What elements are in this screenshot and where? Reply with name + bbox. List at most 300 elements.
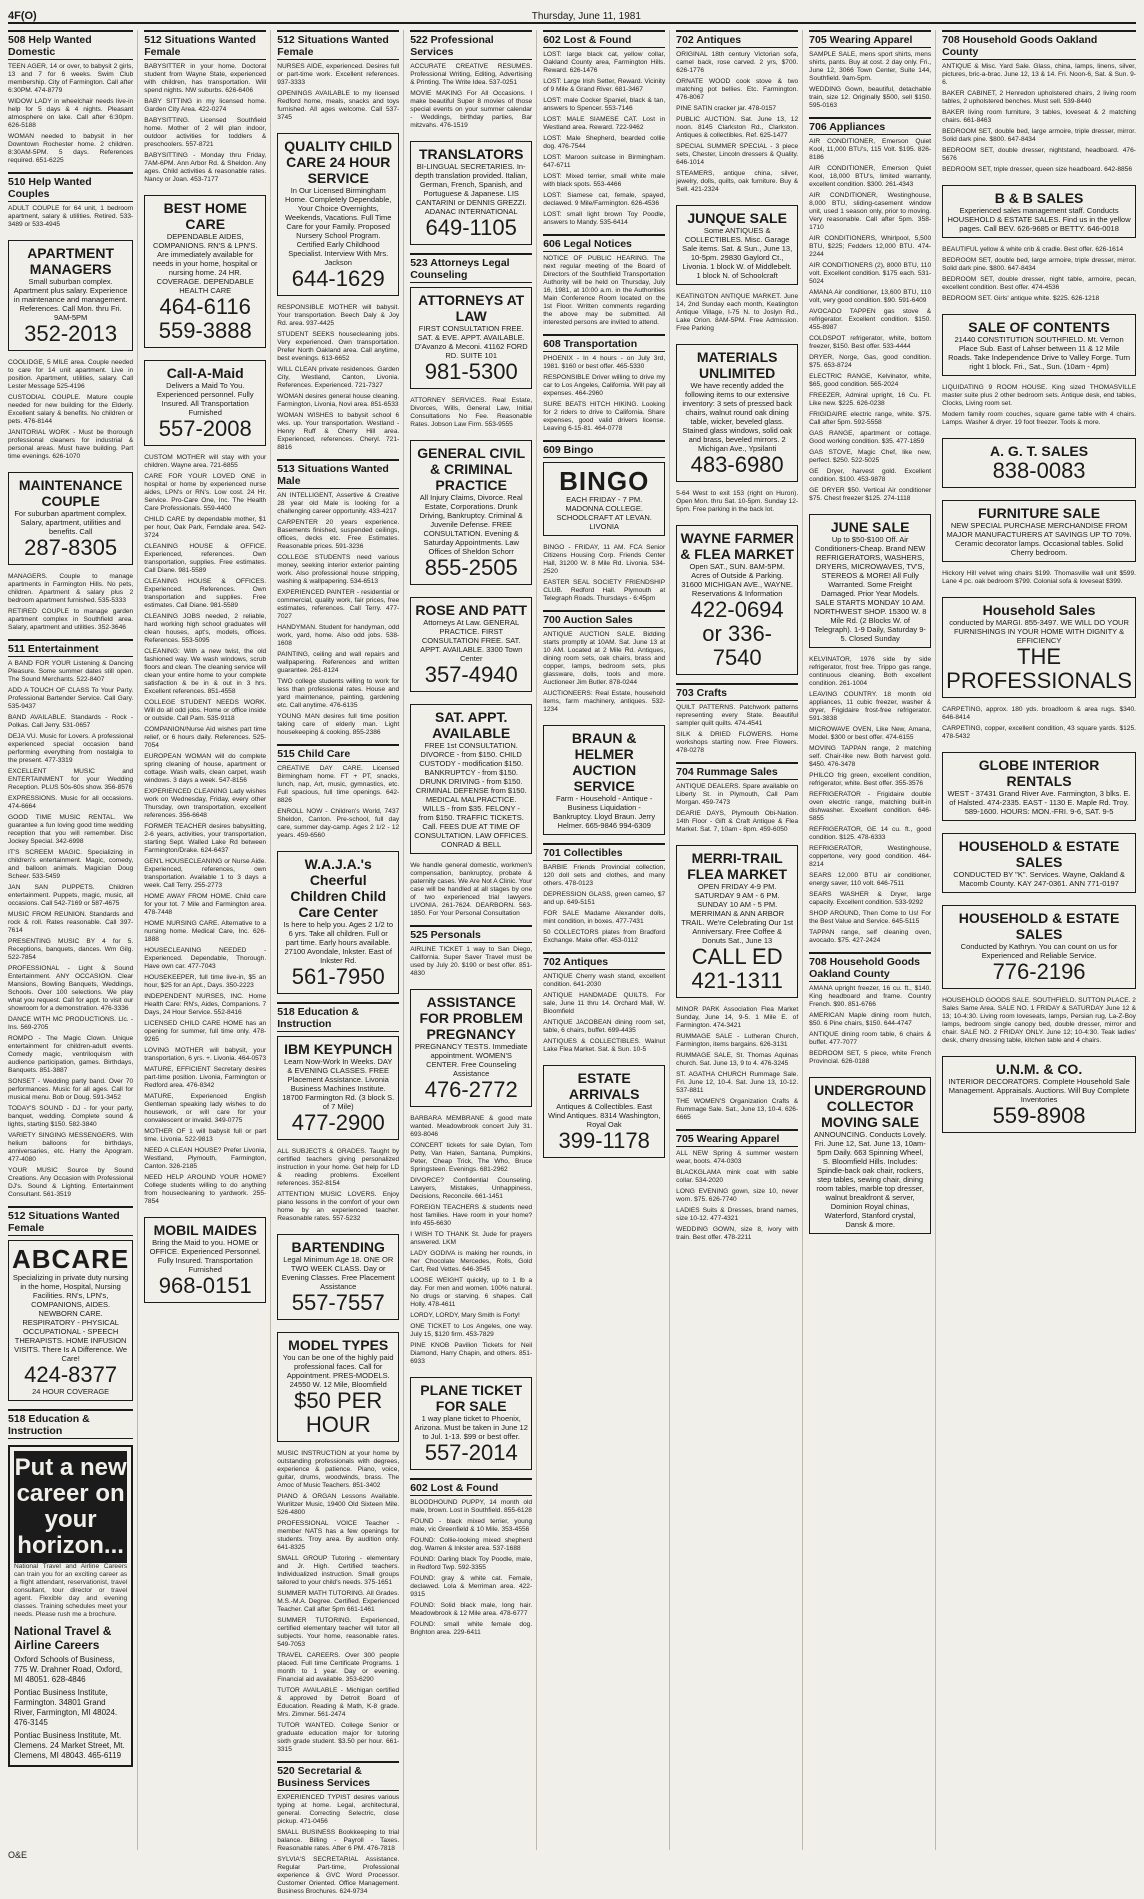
classified-ad: BLACKGLAMA mink coat with sable collar. 534-2020 — [676, 1169, 799, 1184]
classified-ad: LOVING MOTHER will babysit, your transportation, 6 yrs. +. Livonia. 464-0573 — [144, 1047, 267, 1062]
classified-ad: ST. AGATHA CHURCH Rummage Sale. Fri. June 12, 10-4. Sat. June 13, 10-12. 537-8811 — [676, 1071, 799, 1094]
classified-ad: LOST: small light brown Toy Poodle, answers to Mandy. 535-6414 — [543, 211, 666, 226]
display-ad-big: SAT. APPT. AVAILABLE — [432, 709, 511, 741]
classified-ad: MUSIC FROM REUNION. Standards and rock & roll. Rates reasonable. Call 397-7614 — [8, 911, 134, 934]
classified-ad: CHILD CARE by dependable mother, $1 per hour, Oak Park, Ferndale area. 542-3724 — [144, 516, 267, 539]
display-ad — [277, 1036, 399, 1140]
display-ad-big: BRAUN & HELMER AUCTION SERVICE — [571, 730, 637, 794]
classified-section — [410, 30, 532, 133]
classified-section — [809, 656, 931, 948]
classified-ad: DEPRESSION GLASS, green cameo, $7 and up. 649-5151 — [543, 891, 666, 906]
classified-ad: INDEPENDENT NURSES, INC. Home Health Care: RN's, Aides, Companions. 7 Days, 24 Hour Service. 552-8416 — [144, 993, 267, 1016]
classified-ad: 5-64 West to exit 153 (right on Huron). Open Mon. thru Sat. 10-5pm. Sunday 12-5pm. Free parking in the back lot. — [676, 490, 799, 513]
career-ad-school: Oxford Schools of Business, 775 W. Drahner Road, Oxford, MI 48051. 628-4846 — [14, 1655, 123, 1684]
classified-ad: A BAND FOR YOUR Listening & Dancing Pleasure. Some summer dates still open. The Sound Merchants. 522-8407 — [8, 660, 134, 683]
classified-section — [410, 397, 532, 432]
classified-ad: FRIGIDAIRE electric range, white. $75. Call after 5pm. 592-5558 — [809, 411, 932, 426]
classified-section — [410, 1373, 532, 1474]
classified-ad: SEARS 12,000 BTU air conditioner, energy saver, 110 volt. 646-7511 — [809, 872, 932, 887]
column-4 — [410, 30, 537, 1850]
classified-ad: WOMAN desires general house cleaning. Farmington, Livonia, Novi area. 851-6533 — [277, 393, 400, 408]
classified-ad: LOST: large black cat, yellow collar, Oakland County area, Farmington Hills. Reward. 626-1476 — [543, 51, 666, 74]
section-heading: 705 Wearing Apparel — [676, 1129, 798, 1147]
classified-section — [676, 683, 798, 758]
classified-ad: AIR CONDITIONERS (2), 8000 BTU, 110 volt. Excellent condition. $175 each. 531-5024 — [809, 262, 932, 285]
display-ad — [543, 462, 665, 536]
display-ad-phone: 557-2008 — [158, 416, 252, 441]
classified-ad: MOVIE MAKING For All Occasions. I make beautiful Super 8 movies of those special events on your summer calendar - Weddings, birthday parties, Bar mitzvahs. 476-1519 — [410, 90, 533, 129]
classified-section — [543, 721, 665, 839]
classified-ad: MOVING TAPPAN range, 2 matching self. Chair-like new. Both harvest gold. $450. 476-3478 — [809, 745, 932, 768]
section-heading: 522 Professional Services — [410, 30, 532, 60]
classified-section — [8, 30, 133, 168]
section-heading: 518 Education & Instruction — [277, 1002, 399, 1032]
display-ad-phone: 561-7950 — [291, 964, 385, 989]
classified-ad: CARPENTER 20 years experience. Basements finished, suspended ceilings, offices, decks etc. Free Estimates. Reasonable prices. 591-3236 — [277, 519, 400, 550]
classified-ad: BAKER living room furniture, 3 tables, loveseat & 2 matching chairs. 661-8463 — [942, 109, 1136, 124]
classified-ad: MANAGERS. Couple to manage apartments in Farmington Hills. No pets, children. Apartment & salary plus 2 bedroom apartment furnished. 535-5333 — [8, 573, 134, 604]
section-heading: 608 Transportation — [543, 334, 665, 352]
classified-ad: ANTIQUE DEALERS. Spare available on Liberty St. in Plymouth, Call Pam Morgan. 459-7473 — [676, 783, 799, 806]
classified-ad: AIR CONDITIONERS, Whirlpool, 5,500 BTU, $225; Fedders 12,000 BTU. 474-2244 — [809, 235, 932, 258]
display-ad-phone: 855-2505 — [424, 555, 518, 580]
display-ad-sm: DEPENDABLE AIDES, COMPANIONS. RN'S & LPN'S. Are immediately available for needs in your home, hospital or nursing home. 24 HR. COVERAGE. DEPENDABLE HEALTH CARE — [152, 232, 258, 295]
display-ad-phone: 559-8908 — [992, 1103, 1086, 1128]
career-ad — [8, 1445, 133, 1767]
classified-ad: WEDDING Gown, beautiful, detachable train, size 12. Originally $500, sell $150. 595-0163 — [809, 86, 932, 109]
classified-ad: COMPANION/Nurse Aid wishes part time relief, or 6 hours daily. References. 525-7054 — [144, 726, 267, 749]
classified-ad: ORIGINAL 18th century Victorian sofa, camel back, rose carved. 2 yrs, $700. 626-1776 — [676, 51, 799, 74]
classified-ad: KEATINGTON ANTIQUE MARKET. June 14, 2nd Sunday each month, Keatington Antique Village, I-75 N. to Joslyn Rd., Lake Orion. 8AM-5PM. Free Admission. Free Parking — [676, 293, 799, 332]
display-ad-big: ASSISTANCE FOR PROBLEM PREGNANCY — [419, 994, 523, 1042]
classified-ad: KELVINATOR, 1976 side by side refrigerator, frost free. Trippo gas range, continuous cleaning. Both excellent condition. 261-1004 — [809, 656, 932, 687]
classified-section — [410, 985, 532, 1111]
classified-ad: LADY GODIVA is making her rounds, in her Chocolate Mercedes, Rolls, Gold Cart, Red Vettes. 646-3545 — [410, 1250, 533, 1273]
classified-ad: BABYSITTING. Licensed Southfield home. Mother of 2 will plan indoor, outdoor activities for toddlers & preschoolers. 557-8721 — [144, 117, 267, 148]
classified-ad: DRYER, Norge, Gas, good condition. $75. 653-8724 — [809, 354, 932, 369]
classified-ad: STEAMERS, antique china, silver, jewelry, dolls, quilts, oak furniture. Buy & Sell. 421-2324 — [676, 170, 799, 193]
classified-section — [942, 434, 1136, 492]
classified-ad: HANDYMAN. Student for handyman, odd work, yard, home. Also odd jobs. 538-1608 — [277, 624, 400, 647]
classified-ad: AIR CONDITIONER, Westinghouse, 8,000 BTU, sliding-casement window unit, used 1 season only, prior to moving. Very reasonable. Call after 5pm. 358-1710 — [809, 192, 932, 231]
classified-ad: EXPERIENCED CLEANING Lady wishes work on Wednesday, Friday, every other Thursday, own transportation, excellent references. 356-6648 — [144, 788, 267, 819]
classified-section — [942, 384, 1136, 430]
classified-section — [543, 610, 665, 717]
classified-section — [676, 1006, 798, 1125]
classified-ad: HOUSECLEANING NEEDED - Experienced. Dependable, Thorough. Have own car. 477-7043 — [144, 947, 267, 970]
display-ad-phone: 838-0083 — [992, 458, 1086, 483]
classified-ad: NEED HELP AROUND YOUR HOME? College students willing to do anything from housecleaning to yardwork. 255-7854 — [144, 1174, 267, 1205]
display-ad — [942, 185, 1136, 238]
display-ad — [676, 205, 798, 285]
classified-ad: 50 COLLECTORS plates from Bradford Exchange. Make offer. 453-0112 — [543, 929, 666, 944]
classified-section — [942, 570, 1136, 589]
classified-ad: TWO college students willing to work for less than professional rates. House and yard maintenance, painting, gardening etc. Call anytime. 476-6135 — [277, 678, 400, 709]
display-ad-big: SALE OF CONTENTS — [968, 319, 1110, 335]
display-ad — [410, 704, 532, 854]
classified-ad: NOTICE OF PUBLIC HEARING. The next regular meeting of the Board of Directors of the Southfield Transportation Authority will be held on Thursday, July 16, 1981, at 10:00 a.m. in the Authorities Main Conference Room located on the 1st Floor. Written comments regarding the above may be submitted. All interested persons are invited to attend. — [543, 255, 666, 326]
display-ad-phone: 357-4940 — [424, 662, 518, 687]
classified-section — [277, 744, 399, 843]
display-ad-big: ATTORNEYS AT LAW — [418, 292, 525, 324]
display-ad-big: MODEL TYPES — [288, 1337, 389, 1353]
display-ad-sm: Is here to help you. Ages 2 1/2 to 6 yrs. Take all children. Full or part time. Early hours available. 27100 Avondale, Inkster. East of Inkster Rd. — [283, 920, 394, 965]
classified-section — [8, 639, 133, 1202]
display-ad-big: FURNITURE SALE — [977, 505, 1101, 521]
classified-ad: BEDROOM SET, double dresser, night table, armoire, pecan, excellent condition. Best offer. 474-4536 — [942, 276, 1136, 291]
classified-ad: ATTORNEY SERVICES. Real Estate, Divorces, Wills, General Law, Initial Consultations No Fee. Reasonable Rates. Jobson Law Firm. 553-9555 — [410, 397, 533, 428]
section-heading: 523 Attorneys Legal Counseling — [410, 253, 532, 283]
display-ad-sm: Antiques & Collectibles. East Wind Antiques. 8314 Washington, Royal Oak — [548, 1102, 661, 1129]
display-ad-phone: 483-6980 — [690, 452, 784, 477]
section-heading: 515 Child Care — [277, 744, 399, 762]
classified-ad: NURSES AIDE, experienced. Desires full or part-time work. Excellent references. 937-3333 — [277, 63, 400, 86]
display-ad-sm: CONDUCTED BY "K". Services. Wayne, Oakland & Macomb County. KAY 247-0361. ANN 771-0197 — [953, 870, 1125, 888]
display-ad-big: Household Sales — [982, 602, 1096, 618]
classified-ad: JANITORIAL WORK - Must be thorough professional cleaners for industrial & personal areas. Must have building. Part time evenings. 626-1070 — [8, 429, 134, 460]
classified-ad: FREEZER, Admiral upright, 16 Cu. Ft. Like new. $225. 626-0238 — [809, 392, 932, 407]
classified-section — [144, 1213, 266, 1307]
section-heading: 511 Entertainment — [8, 639, 133, 657]
classified-ad: DEARIE DAYS, Plymouth Obi-Nation. 14th Floor - Gift & Craft Antique & Flea Market. Sat. 7, 10am - 8pm. 459-6050 — [676, 810, 799, 833]
classified-ad: YOUR MUSIC Source by Sound Creations. Any Occasion with Professional DJ's. Sound & Lighting. Entertainment Consultant. 561-3519 — [8, 1167, 134, 1198]
display-ad — [942, 597, 1136, 698]
display-ad-phone: 968-0151 — [158, 1273, 252, 1298]
display-ad-phone: 557-2014 — [424, 1440, 518, 1465]
display-ad-big: U.N.M. & CO. — [995, 1061, 1083, 1077]
classified-section — [676, 201, 798, 289]
display-ad-sm: PREGNANCY TESTS. Immediate appointment. WOMEN'S CENTER. Free Counseling Assistance — [414, 1042, 528, 1078]
classified-section — [277, 129, 399, 300]
classified-ad: BABYSITTER in your home. Doctoral student from Wayne State, experienced with children, has transportation. Will spend nights. NW suburbs. 626-6406 — [144, 63, 267, 94]
display-ad-big: ESTATE ARRIVALS — [568, 1070, 640, 1102]
display-ad-sm: conducted by MARGI. 855-3497. WE WILL DO YOUR FURNISHINGS IN YOUR HOME WITH DIGNITY & EFFICIENCY — [949, 618, 1129, 645]
page-number: 4F(O) — [8, 10, 37, 22]
classified-ad: FOUND: Collie-looking mixed shepherd dog. Warren & Inkster area. 537-1688 — [410, 1537, 533, 1552]
classified-ad: BARBARA MEMBRANE & good mate wanted. Meadowbrook concert July 31. 693-8046 — [410, 1115, 533, 1138]
display-ad-sm: Bring the Maid to you. HOME or OFFICE. Experienced Personnel. Fully Insured. Transportation Furnished — [149, 1238, 261, 1274]
display-ad — [543, 1065, 665, 1158]
classified-section — [410, 253, 532, 393]
classified-ad: ROMPO - The Magic Clown. Unique entertainment for children-adult events. Comedy magic, ventriloquism with audience participation, games. Birthdays, Banquets. 851-3887 — [8, 1035, 134, 1074]
section-heading: 512 Situations Wanted Female — [8, 1206, 133, 1236]
classified-ad: ENROLL NOW - Children's World, 7437 Sheldon, Canton. Pre-school, full day care, summer day-camp. Ages 2 1/2 - 12 years. 459-6560 — [277, 808, 400, 839]
classified-section — [942, 496, 1136, 566]
display-ad-big: Call-A-Maid — [166, 365, 244, 381]
section-heading: 606 Legal Notices — [543, 234, 665, 252]
section-heading: 700 Auction Sales — [543, 610, 665, 628]
section-heading: 512 Situations Wanted Female — [144, 30, 266, 60]
column-1 — [8, 30, 138, 1850]
display-ad-big: JUNQUE SALE — [687, 210, 787, 226]
display-ad — [942, 752, 1136, 821]
classified-ad: BARBIE Friends Provincial collection, 120 doll sets and clothes, and many others. 478-0123 — [543, 864, 666, 887]
classified-section — [410, 593, 532, 696]
classified-ad: SHOP AROUND, Then Come to Us! For the Best Value and Service. 645-5115 — [809, 910, 932, 925]
display-ad-sm: All Injury Claims, Divorce. Real Estate, Corporations. Drunk Driving, Bankruptcy. Criminal & Juvenile Defense. FREE CONSULTATION. Evening & Saturday Appointments. Law Offices of Sheldon Schorr — [419, 493, 523, 556]
classified-ad: TRAVEL CAREERS. Over 300 people placed. Full time Certificate Programs. 1 month to 1 year. Day or evening. Financial aid available. 353-6290 — [277, 1652, 400, 1683]
classified-section — [543, 30, 665, 230]
display-ad-sm: Conducted by Kathryn. You can count on us for Experienced and Reliable Service. — [960, 942, 1118, 960]
display-ad-big: W.A.J.A.'s Cheerful Children Child Care Center — [290, 856, 387, 920]
display-ad-phone: 287-8305 — [24, 535, 118, 560]
display-ad — [410, 1377, 532, 1470]
section-heading: 708 Household Goods Oakland County — [809, 952, 931, 982]
classified-ad: AUCTIONEERS: Real Estate, household items, farm machinery, antiques. 532-1234 — [543, 690, 666, 713]
classified-ad: MICROWAVE OVEN, Like New, Amana, Model. $300 or best offer. 474-6155 — [809, 726, 932, 741]
display-ad-sm: OPEN FRIDAY 4-9 PM. SATURDAY 9 AM - 6 PM. SUNDAY 10 AM - 5 PM. MERRIMAN & ANN ARBOR TRAIL. We're Celebrating Our 1st Anniversary. Free Coffee & Donuts Sat., June 13 — [681, 882, 794, 945]
display-ad-big: UNDERGROUND COLLECTOR MOVING SALE — [814, 1082, 927, 1130]
display-ad — [809, 514, 931, 648]
classified-section — [676, 340, 798, 486]
classified-ad: HOUSEKEEPER, full time live-in, $5 an hour, $25 for an Apt., Days. 350-2223 — [144, 974, 267, 989]
display-ad-sm: FREE 1st CONSULTATION. DIVORCE - from $150. CHILD CUSTODY - modification $150. BANKRUPTCY - from $150. DRUNK DRIVING - from $150. CRIMINAL DEFENSE from $150. MEDICAL MALPRACTICE. WILLS - from $35. FELONY - from $150. TRAFFIC TICKETS. Call. FEES DUE AT TIME OF CONSULTATION. LAW OFFICES. CONRAD & BELL — [414, 741, 529, 849]
classified-ad: SPECIAL SUMMER SPECIAL - 3 piece sets, Chester, Lincoln dressers & Quality. 646-1014 — [676, 143, 799, 166]
classified-ad: RESPONSIBLE Driver willing to drive my car to Los Angeles, California. Will pay all expenses. 464-2960 — [543, 374, 666, 397]
classified-section — [809, 510, 931, 652]
classified-ad: LOST: Large Irish Setter, Reward. Vicinity of 9 Mile & Grand River. 681-3467 — [543, 78, 666, 93]
classified-ad: ONE TICKET to Los Angeles, one way. July 15, $120 firm. 453-7829 — [410, 1323, 533, 1338]
display-ad-big: A. G. T. SALES — [990, 443, 1089, 459]
classified-ad: EXPERIENCED TYPIST desires various typing at home. Legal, architectural, general. Correcting Selectric, close pickup. 471-0456 — [277, 1794, 400, 1825]
display-ad-phone: 464-6116 559-3888 — [158, 294, 252, 343]
classified-ad: SILK & DRIED FLOWERS. Home workshops starting now. Free Flowers. 478-0278 — [676, 731, 799, 754]
classified-ad: VARIETY SINGING MESSENGERS. With helium balloons for birthdays, anniversaries, etc. Harry the Apogram. 477-4080 — [8, 1132, 134, 1163]
classified-ad: TEEN AGER, 14 or over, to babysit 2 girls, 13 and 7 for 6 weeks. Swim Club membership. City of Farmington. Call after 6:30PM. 474-8779 — [8, 63, 134, 94]
section-heading: 702 Antiques — [676, 30, 798, 48]
paper-mark: O&E — [8, 1850, 28, 1860]
classified-section — [277, 1230, 399, 1324]
classified-section — [676, 1129, 798, 1245]
classified-section — [410, 436, 532, 589]
display-ad-sm: In Our Licensed Birmingham Home. Completely Dependable, Your Choice Overnights, Weekends, Vacations. Full Time Care for your Family. Proposed Nursery School Program. Certified Early Childhood Specialist. Interview With Mrs. Jackson — [284, 186, 392, 267]
section-heading: 705 Wearing Apparel — [809, 30, 931, 48]
display-ad-sm: ANNOUNCING. Conducts Lovely. Fri. June 12, Sat. June 13, 10am-5pm Daily. 663 Spinning Wheel, S. Bloomfield Hills. Includes: Spindle-back oak chair, rockers, step tables, sewing chair, dining room tables, marble top dresser, walnut breakfront & server, Dominion Royal chinas, Waterford, Stanford crystal, Dansk & more. — [813, 1130, 927, 1229]
classified-ad: PINE SATIN cracker jar. 478-0157 — [676, 105, 777, 112]
career-ad-body: National Travel and Airline Careers can train you for an exciting career as a flight attendant, reservationist, travel consultant, tour director or travel agent. Flexible day and evening classes. Training schedules meet your needs. Please rush me a brochure. — [14, 1563, 128, 1618]
classified-ad: NEED A CLEAN HOUSE? Prefer Livonia, Westland, Plymouth, Farmington, Canton. 326-2185 — [144, 1147, 267, 1170]
classified-ad: GOOD TIME MUSIC RENTAL. We guarantee a fun loving good time wedding reception that you will remember. Disc Jockey Special. 342-6998 — [8, 814, 134, 845]
display-ad — [543, 725, 665, 835]
display-ad-big: ROSE AND PATT — [415, 602, 528, 618]
classified-section — [942, 748, 1136, 825]
display-ad-phone: 399-1178 — [558, 1128, 650, 1153]
display-ad-phone: 424-8377 — [24, 1362, 118, 1387]
classified-ad: OPENINGS AVAILABLE to my licensed Redford home, meals, snacks and toys furnished. All ages welcome. Call 537-3745 — [277, 90, 400, 121]
display-ad-sm: FIRST CONSULTATION FREE. SAT. & EVE. APPT. AVAILABLE. D'Avanzo & Meconi. 41162 FORD RD. SUITE 101 — [414, 324, 528, 360]
classified-columns — [8, 30, 1136, 1895]
classified-ad: EASTER SEAL SOCIETY FRIENDSHIP CLUB. Redford Hall. Plymouth at Telegraph Roads. Thursdays - 6:45pm — [543, 579, 666, 602]
classified-ad: DIVORCE? Confidential Counseling. Lawyers, Mistakes, Unhappiness, Decisions, Reconcile. 661-1451 — [410, 1177, 533, 1200]
section-heading: 602 Lost & Found — [543, 30, 665, 48]
display-ad — [277, 1332, 399, 1442]
display-ad — [410, 597, 532, 692]
classified-section — [942, 829, 1136, 897]
classified-ad: AIR CONDITIONER, Emerson Quiet Kool, 18,000 BTU's, limited warranty, excellent condition. $300. 261-4343 — [809, 165, 932, 188]
classified-ad: DANCE WITH MC PRODUCTIONS. Llc. - Ins. 569-2705 — [8, 1016, 134, 1031]
classified-ad: PUBLIC AUCTION. Sat. June 13, 12 noon. 8145 Clarkston Rd., Clarkston. Antiques & collectibles. Ref. 625-1477 — [676, 116, 799, 139]
display-ad-sm: Some ANTIQUES & COLLECTIBLES. Misc. Garage Sale items. Sat. & Sun., June 13, 10-5pm. 29830 Gaylord Ct., Livonia. 1 block W. of Middlebelt. 1 block N. of Schoolcraft — [682, 226, 793, 280]
classified-ad: MATURE, EFFICIENT Secretary desires part-time position. Livonia, Farmington or Redford area. 476-8342 — [144, 1066, 267, 1089]
classified-ad: EXPRESSIONS. Music for all occasions. 474-6664 — [8, 795, 134, 810]
classified-ad: CARE FOR YOUR LOVED ONE in hospital or home by experienced nurse aides, LPN's or RN's. Low cost. 24 Hr. Service. Pro-Care One, Inc. The Health Care Professionals. 559-4400 — [144, 473, 267, 512]
classified-ad: LICENSED CHILD CARE HOME has an opening for summer, full time only. 478-9265 — [144, 1020, 267, 1043]
classified-ad: GAS RANGE, apartment or cottage. Good working condition. $35. 477-1859 — [809, 430, 932, 445]
display-ad — [942, 1056, 1136, 1133]
classified-section — [543, 952, 665, 1057]
classified-ad: BEAUTIFUL yellow & white crib & cradle. Best offer. 626-1614 — [942, 246, 1124, 253]
classified-ad: WEDDING GOWN, size 8, ivory with train. Best offer. 478-2211 — [676, 1226, 799, 1241]
classified-ad: RESPONSIBLE MOTHER will babysit. Your transportation. Beech Daly & Joy Rd. area. 937-4425 — [277, 304, 400, 327]
classified-ad: COLLEGE STUDENT NEEDS WORK. Will do all odd jobs. Home or office inside or outside. Call Pam. 535-9118 — [144, 699, 267, 722]
display-ad-phone: 476-2772 — [424, 1077, 518, 1102]
classified-ad: CLEANING JOBS needed, 2 reliable, hard working high school graduates will clean houses, apt's, models, offices. References. 553-5095 — [144, 613, 267, 644]
classified-section — [543, 334, 665, 436]
display-ad-sm: INTERIOR DECORATORS. Complete Household Sale Management. Appraisals. Auctions. Will Buy Complete Inventories — [948, 1077, 1130, 1104]
classified-ad: SUMMER MATH TUTORING. All Grades. M.S.-M.A. Degree. Certified. Experienced Teacher. Call after 5pm 661-1461 — [277, 1590, 400, 1613]
classified-ad: FOUND: gray & white cat. Female, declawed. Lola & Merriman area. 422-9315 — [410, 1575, 533, 1598]
classified-ad: LEAVING COUNTRY. 18 month old appliances, 11 cubic freezer, washer & dryer, Frigidaire frost-free refrigerator. 591-3838 — [809, 691, 932, 722]
classified-ad: BAND AVAILABLE. Standards - Rock - Polkas. Call Jerry. 531-0657 — [8, 714, 134, 729]
classified-ad: PHOENIX - In 4 hours - on July 3rd, 1981. $160 or best offer. 465-5330 — [543, 355, 666, 370]
display-ad — [144, 1217, 266, 1303]
display-ad-big: GENERAL CIVIL & CRIMINAL PRACTICE — [417, 445, 526, 493]
classified-ad: SMALL BUSINESS Bookkeeping to trial balance. Billing - Payroll - Taxes. Reasonable rates. After 6 PM. 476-7818 — [277, 1829, 400, 1852]
display-ad-sm: Learn Now-Work In Weeks. DAY & EVENING CLASSES. FREE Placement Assistance. Livonia Business Machines Institute. 18700 Farmington Rd. (3 block S. of 7 Mile) — [282, 1057, 395, 1111]
display-ad — [676, 845, 798, 998]
display-ad-huge: ABCARE — [12, 1244, 130, 1274]
display-ad — [942, 314, 1136, 376]
display-ad-phone: CALL ED 421-1311 — [691, 944, 783, 993]
classified-ad: LORDY, LORDY, Mary Smith is Forty! — [410, 1312, 520, 1319]
display-ad-sm: WEST - 37431 Grand River Ave. Farmington, 3 blks. E. of Halsted. 474-2335. EAST - 1130 E. Maple Rd. Troy. 589-1600. HOURS: MON.-FRI. 9-6, SAT. 9-5 — [947, 789, 1131, 816]
career-ad-school3: Pontiac Business Institute, Mt. Clemens. 24 Market Street, Mt. Clemens, MI 48043. 465-6119 — [14, 1731, 125, 1760]
display-ad-big: BEST HOME CARE — [163, 200, 247, 232]
display-ad-sm: 1 way plane ticket to Phoenix, Arizona. Must be taken in June 12 to Jul. 1-13. $99 or best offer. — [414, 1414, 528, 1441]
classified-ad: WOMAN needed to babysit in her Downtown Rochester home. 2 children. 8:30AM-5PM. 5 days. References required. 651-6225 — [8, 133, 134, 164]
classified-ad: QUILT PATTERNS. Patchwork patterns representing every State. Beautiful sampler quilt quilts. 474-4541 — [676, 704, 799, 727]
display-ad-sm: NEW SPECIAL PURCHASE MERCHANDISE FROM MAJOR MANUFACTURERS AT SAVINGS UP TO 70%. Ceramic decorator lamps. Occasional tables. Solid Cherry bedroom. — [946, 521, 1132, 557]
classified-ad: WOMAN WISHES to babysit school 6 wks. up. Your transportation. Westland - Henry Ruff & Cherry Hill area. Experienced, references. Cheryl. 721-8816 — [277, 412, 400, 451]
classified-ad: COLDSPOT refrigerator, white, bottom freezer, $150. Best offer. 533-4444 — [809, 335, 932, 350]
classified-ad: ADULT COUPLE for 64 unit, 1 bedroom apartment, salary & utilities. Retired. 533-3489 or 533-4945 — [8, 205, 134, 228]
classified-ad: BEDROOM SET, 5 piece, white French Provincial. 626-0188 — [809, 1050, 932, 1065]
display-ad — [8, 240, 133, 351]
classified-section — [144, 191, 266, 352]
classified-ad: ANTIQUE dining room table, 6 chairs & buffet. 477-7077 — [809, 1031, 932, 1046]
section-heading: 508 Help Wanted Domestic — [8, 30, 133, 60]
section-heading: 703 Crafts — [676, 683, 798, 701]
column-2 — [144, 30, 271, 1850]
classified-section — [809, 952, 931, 1069]
classified-section — [676, 293, 798, 336]
classified-ad: REFRIGERATOR - Frigidaire double oven electric range, matching built-in dishwasher. Excellent condition. 646-5855 — [809, 791, 932, 822]
classified-ad: PROFESSIONAL VOICE Teacher - member NATS has a few openings for students. Troy area. By audition only. 641-8325 — [277, 1520, 400, 1551]
classified-ad: COLLEGE STUDENTS need various money, seeking interior exterior painting work. Also professional house stripping, washing & wallpapering. 534-6513 — [277, 554, 400, 585]
classified-ad: AMANA Air conditioner, 13,600 BTU, 110 volt, very good condition. $90. 591-6409 — [809, 289, 932, 304]
classified-section — [8, 236, 133, 355]
display-ad — [8, 1240, 133, 1401]
classified-section — [676, 521, 798, 679]
classified-section — [676, 841, 798, 1002]
classified-ad: FOR SALE Madame Alexander dolls, mint condition, in boxes. 477-7431 — [543, 910, 666, 925]
classified-ad: FOREIGN TEACHERS & students need host families. Have room in your home? Info 455-6630 — [410, 1204, 533, 1227]
career-ad-title: Put a new career on your horizon... — [14, 1451, 127, 1563]
classified-ad: BEDROOM SET, triple dresser, queen size headboard. 642-8856 — [942, 166, 1132, 173]
classified-ad: RUMMAGE SALE, St. Thomas Aquinas church. Sat. June 13, 9 to 4. 476-3245 — [676, 1052, 799, 1067]
classified-ad: CLEANING: With a new twist, the old fashioned way. We wash windows, scrub floors and clean. The cleaning service will clean your entire home to your complete satisfaction & be in & out in 3 hrs. Excellent references. 851-4558 — [144, 648, 267, 695]
display-ad-big: MAINTENANCE COUPLE — [18, 477, 123, 509]
classified-ad: ANTIQUE JACOBEAN dining room set, table, 6 chairs, buffet. 699-4435 — [543, 1019, 666, 1034]
classified-section — [277, 459, 399, 740]
display-ad-phone: $50 PER HOUR — [294, 1388, 383, 1437]
display-ad-sm: Experienced sales management staff. Conducts HOUSEHOLD & ESTATE SALES. Find us in the yellow pages. Call BEV. 626-9685 or BETTY. 646-0018 — [947, 206, 1131, 233]
classified-section — [8, 573, 133, 635]
classified-ad: SONSET - Wedding party band. Over 70 performances. Music for all ages. Call for musical menu. Bob or Doug. 591-3452 — [8, 1078, 134, 1101]
classified-ad: GE DRYER $50. Vertical Air conditioner $75. Chest freezer $125. 274-1118 — [809, 487, 932, 502]
classified-section — [543, 544, 665, 606]
display-ad-big: TRANSLATORS — [418, 146, 524, 162]
classified-ad: PROFESSIONAL - Light & Sound Entertainment. ANY OCCASION. Clear Mansions, Bowling Banquets, Weddings, Schools. Over 100 selections. We play what you request. Call for appt. to visit our showroom for a demonstration. 476-3336 — [8, 965, 134, 1012]
classified-ad: PAINTING, ceiling and wall repairs and wallpapering. References and written guarantee. 261-8124 — [277, 651, 400, 674]
classified-section — [410, 925, 532, 981]
page-date: Thursday, June 11, 1981 — [531, 11, 641, 22]
display-ad-sm: BI-LINGUAL SECRETARIES. In-depth translation provided. Italian, German, French, Spanish, and Portuguese & Japanese. LIS CANTARINI or DENNIS GREZZI. ADANAC INTERNATIONAL — [414, 162, 528, 216]
display-ad-big: APARTMENT MANAGERS — [27, 245, 115, 277]
classified-section — [410, 1478, 532, 1640]
classified-ad: ADD A TOUCH OF CLASS To Your Party. Professional Bartender Service. Call Gary. 535-9437 — [8, 687, 134, 710]
classified-ad: LOST: Male Shepherd, bearded collie dog. 476-7544 — [543, 135, 666, 150]
display-ad-big: HOUSEHOLD & ESTATE SALES — [958, 838, 1120, 870]
classified-ad: WIDOW LADY in wheelchair needs live-in help for 5 days & 4 nights. Pleasant atmosphere on lake. Call after 6:30pm. 626-5188 — [8, 98, 134, 129]
classified-ad: CONCERT tickets for sale Dylan, Tom Petty, Van Halen, Santana, Pumpkins, Peter, Cheap Trick, The Who, Bruce Springsteen. Evenings. 681-2962 — [410, 1142, 533, 1173]
classified-ad: CREATIVE DAY CARE. Licensed Birmingham home. FT + PT, snacks, lunch, nap, Art, music, gymnastics, etc. Full spacious, full time openings. 642-8826 — [277, 765, 400, 804]
classified-section — [277, 30, 399, 125]
display-ad — [942, 500, 1136, 562]
section-heading: 513 Situations Wanted Male — [277, 459, 399, 489]
classified-section — [410, 862, 532, 921]
classified-ad: MATURE, Experienced English Gentleman speaking lady wishes to do housework, or will care for your convalescent or invalid. 349-0775 — [144, 1093, 267, 1124]
classified-section — [144, 454, 266, 1209]
section-heading: 708 Household Goods Oakland County — [942, 30, 1136, 60]
classified-section — [809, 1073, 931, 1238]
classified-ad: REFRIGERATOR, GE 14 cu. ft., good condition. $125. 478-6333 — [809, 826, 932, 841]
classified-ad: FOUND: Darling black Toy Poodle, male, in Redford Twp. 592-3355 — [410, 1556, 533, 1571]
classified-section — [942, 1052, 1136, 1137]
classified-ad: PRESENTING MUSIC BY 4 for 5. Receptions, banquets, dances. Wm Gilg. 522-7854 — [8, 938, 134, 961]
classified-section — [676, 490, 798, 517]
page-header — [8, 6, 1136, 24]
classified-section — [144, 30, 266, 187]
classified-section — [942, 246, 1136, 306]
display-ad — [277, 1234, 399, 1320]
classified-ad: REFRIGERATOR, Westinghouse, coppertone, very good condition. 464-8214 — [809, 845, 932, 868]
classified-ad: RUMMAGE SALE - Lutheran Church, Farmington, items bargains. 626-3131 — [676, 1033, 799, 1048]
career-ad-logo: National Travel & Airline Careers — [14, 1624, 112, 1652]
display-ad-sm: Legal Minimum Age 18. ONE OR TWO WEEK CLASS. Day or Evening Classes. Free Placement Assistance — [281, 1255, 395, 1291]
classified-ad: MINOR PARK Association Flea Market Sunday, June 14, 9-5. 1 Mile E. of Farmington. 474-3421 — [676, 1006, 799, 1029]
classified-ad: STUDENT SEEKS housecleaning jobs. Very experienced. Own transportation. Prefer North Oakland area. Call anytime, best evenings. 613-6652 — [277, 331, 400, 362]
display-ad-sm: Farm - Household - Antique - Business Liquidation - Bankruptcy. Lloyd Braun. Jerry Helmer. 665-9846 994-6309 — [553, 794, 656, 830]
classified-ad: ELECTRIC RANGE, Kelvinator, white, $65, good condition. 565-2024 — [809, 373, 932, 388]
classified-section — [410, 137, 532, 249]
classified-ad: EXPERIENCED PAINTER - residential or commercial, quality work, fair prices, free estimates, references. Call Terry. 477-7027 — [277, 589, 400, 620]
section-heading: 525 Personals — [410, 925, 532, 943]
classified-section — [543, 1061, 665, 1162]
classified-ad: SAMPLE SALE, mens sport shirts, mens shirts, pants. Buy at cost. 2 day only. Fri., June 12, 3066 Town Center, Suite 144, Southfield. 9am-5pm. — [809, 51, 932, 82]
classified-ad: LONG EVENING gown, size 10, never worn. $75. 626-7740 — [676, 1188, 799, 1203]
classified-ad: SUMMER TUTORING. Experienced, certified elementary teacher will tutor all subjects. Your home, reasonable rates. 549-7053 — [277, 1617, 400, 1648]
